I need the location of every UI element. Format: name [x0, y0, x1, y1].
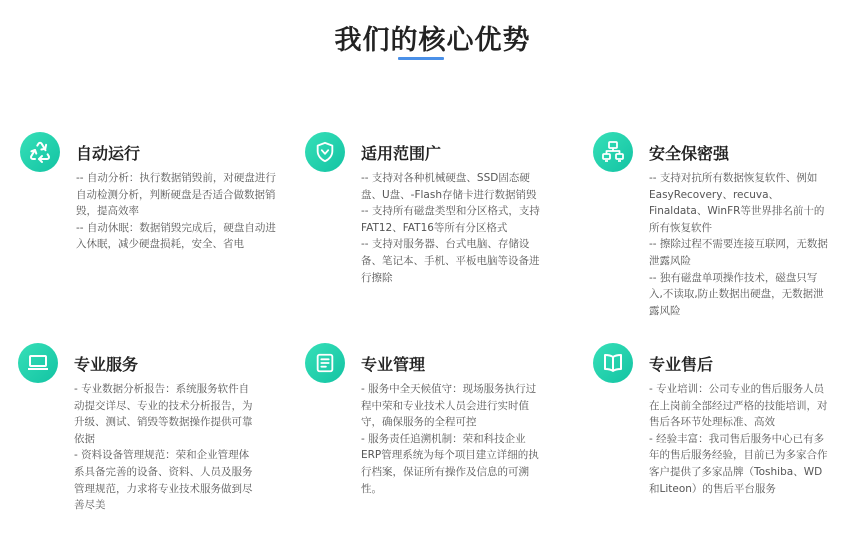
- card-title: 专业服务: [74, 355, 139, 374]
- card-description: [74, 381, 254, 514]
- card-line: -- 支持对抗所有数据恢复软件、例如EasyRecovery、recuva、Finaldata、WinFR等世界排名前十的所有恢复软件: [649, 172, 825, 234]
- card-line: -- 擦除过程不需要连接互联网，无数据泄露风险: [649, 238, 828, 267]
- title-underline: [398, 57, 444, 60]
- recycle-icon: [20, 132, 60, 172]
- card-line: - 资料设备管理规范：荣和企业管理体系具备完善的设备、资料、人员及服务管理规范，力求将专业技术服务做到尽善尽美: [74, 449, 253, 512]
- card-line: -- 自动分析：执行数据销毁前，对硬盘进行自动检测分析，判断硬盘是否适合做数据销毁，提高效率: [76, 172, 276, 218]
- card-description: [649, 381, 829, 497]
- card-description: [76, 170, 276, 253]
- card-line: -- 自动休眠：数据销毁完成后，硬盘自动进入休眠，减少硬盘损耗，安全、省电: [76, 221, 276, 251]
- open-book-icon: [593, 343, 633, 383]
- card-line: -- 独有磁盘单项操作技术，磁盘只写入,不读取,防止数据出硬盘，无数据泄露风险: [649, 271, 824, 317]
- card-line: - 专业培训：公司专业的售后服务人员在上岗前全部经过严格的技能培训，对售后各环节处理标准、高效: [649, 383, 828, 429]
- card-description: [649, 170, 829, 319]
- computers-network-icon: [593, 132, 633, 172]
- card-description: [361, 381, 541, 497]
- card-line: -- 支持所有磁盘类型和分区格式，支持FAT12、FAT16等所有分区格式: [361, 205, 540, 234]
- card-line: -- 支持对服务器、台式电脑、存储设备、笔记本、手机、平板电脑等设备进行擦除: [361, 238, 540, 284]
- card-line: - 服务责任追溯机制：荣和科技企业ERP管理系统为每个项目建立详细的执行档案，保证所有操作及信息的可溯性。: [361, 432, 539, 495]
- card-title: 专业售后: [649, 355, 714, 374]
- shield-icon: [305, 132, 345, 172]
- card-line: - 服务中全天候值守：现场服务执行过程中荣和专业技术人员会进行实时值守，确保服务的全程可控: [361, 383, 537, 429]
- page-title: 我们的核心优势: [334, 25, 531, 56]
- laptop-icon: [18, 343, 58, 383]
- card-line: - 专业数据分析报告：系统服务软件自动提交详尽、专业的技术分析报告，为升级、测试、销毁等数据操作提供可靠依据: [74, 383, 253, 445]
- card-line: - 经验丰富：我司售后服务中心已有多年的售后服务经验，目前已为多家合作客户提供了多家品牌（Toshiba、WD和Liteon）的售后平台服务: [649, 432, 828, 495]
- card-description: [361, 170, 546, 286]
- card-title: 安全保密强: [649, 144, 730, 163]
- card-title: 专业管理: [361, 355, 426, 374]
- document-list-icon: [305, 343, 345, 383]
- card-title: 适用范围广: [361, 144, 442, 163]
- card-title: 自动运行: [76, 144, 141, 163]
- card-line: -- 支持对各种机械硬盘、SSD固态硬盘、U盘、-Flash存储卡进行数据销毁: [361, 172, 537, 201]
